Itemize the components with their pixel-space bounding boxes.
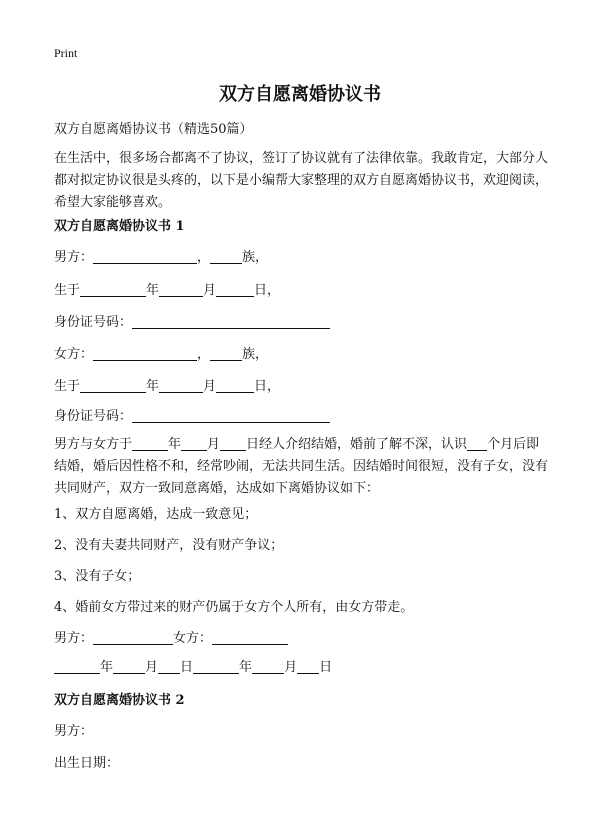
female-sign-label: 女方： xyxy=(173,631,213,646)
female-sign-blank xyxy=(212,630,288,645)
born-label: 生于 xyxy=(54,379,81,394)
para-text: 月 xyxy=(207,437,221,452)
female-label: 女方： xyxy=(54,347,94,362)
signature-line xyxy=(54,628,550,650)
female-id-line xyxy=(54,406,550,428)
day-label: 日 xyxy=(319,660,333,675)
day-label: 日 xyxy=(180,660,194,675)
date-line xyxy=(54,657,550,679)
male-sign-label: 男方： xyxy=(54,631,94,646)
female-name-blank xyxy=(93,346,197,361)
ethnic-label: 族， xyxy=(242,250,269,265)
male-label: 男方： xyxy=(54,250,94,265)
months-blank xyxy=(467,436,487,451)
agreement-item-4: 4、婚前女方带过来的财产仍属于女方个人所有，由女方带走。 xyxy=(54,600,414,615)
birth-month-blank xyxy=(159,282,203,297)
section-2-birth-line: 出生日期： xyxy=(54,756,120,771)
male-id-blank xyxy=(132,314,330,329)
marriage-paragraph xyxy=(54,434,550,500)
male-sign-blank xyxy=(93,630,173,645)
agreement-item-2: 2、没有夫妻共同财产，没有财产争议； xyxy=(54,538,284,553)
male-id-line xyxy=(54,312,550,334)
female-id-blank xyxy=(132,408,330,423)
birth-year-blank xyxy=(80,378,146,393)
year-label: 年 xyxy=(146,379,160,394)
section-1-heading: 双方自愿离婚协议书 1 xyxy=(54,219,185,234)
para-text: 日经人介绍结婚，婚前了解不深，认识 xyxy=(246,437,468,452)
year-label: 年 xyxy=(100,660,114,675)
male-ethnic-blank xyxy=(210,249,242,264)
section-2-heading: 双方自愿离婚协议书 2 xyxy=(54,693,185,708)
birth-day-blank xyxy=(216,282,254,297)
ethnic-label: 族， xyxy=(242,347,269,362)
date-day-blank xyxy=(297,659,319,674)
para-text: 个月后即结婚，婚后因性格不和，经常吵闹，无法共同生活。因结婚时间很短，没有子女，没有共同财产，双方一致同意离婚，达成如下离婚协议如下： xyxy=(54,437,549,496)
month-label: 月 xyxy=(203,283,217,298)
month-label: 月 xyxy=(145,660,159,675)
birth-year-blank xyxy=(80,282,146,297)
day-label: 日， xyxy=(254,283,281,298)
month-label: 月 xyxy=(284,660,298,675)
section-2-male-line: 男方： xyxy=(54,724,94,739)
date-month-blank xyxy=(113,659,145,674)
agreement-item-1: 1、双方自愿离婚，达成一致意见； xyxy=(54,507,258,522)
marriage-year-blank xyxy=(132,436,168,451)
print-link[interactable]: Print xyxy=(54,46,78,60)
date-month-blank xyxy=(252,659,284,674)
document-title: 双方自愿离婚协议书 xyxy=(219,84,381,105)
born-label: 生于 xyxy=(54,283,81,298)
date-day-blank xyxy=(158,659,180,674)
female-birth-line xyxy=(54,376,550,398)
female-line: 女方： ， 族， xyxy=(54,347,269,362)
day-label: 日， xyxy=(254,379,281,394)
marriage-day-blank xyxy=(220,436,246,451)
id-label: 身份证号码： xyxy=(54,315,133,330)
date-year-blank xyxy=(193,659,239,674)
birth-month-blank xyxy=(159,378,203,393)
birth-day-blank xyxy=(216,378,254,393)
year-label: 年 xyxy=(239,660,253,675)
male-line: 男方： ， 族， xyxy=(54,250,269,265)
male-birth-line xyxy=(54,280,550,302)
date-year-blank xyxy=(54,659,100,674)
para-text: 男方与女方于 xyxy=(54,437,133,452)
marriage-month-blank xyxy=(181,436,207,451)
agreement-item-3: 3、没有子女； xyxy=(54,569,141,584)
month-label: 月 xyxy=(203,379,217,394)
id-label: 身份证号码： xyxy=(54,409,133,424)
year-label: 年 xyxy=(146,283,160,298)
intro-paragraph: 在生活中，很多场合都离不了协议，签订了协议就有了法律依靠。我敢肯定，大部分人都对拟定协议很是头疼的，以下是小编帮大家整理的双方自愿离婚协议书，欢迎阅读，希望大家能够喜欢。 xyxy=(54,151,549,210)
female-ethnic-blank xyxy=(210,346,242,361)
male-name-blank xyxy=(93,249,197,264)
para-text: 年 xyxy=(168,437,182,452)
document-subtitle: 双方自愿离婚协议书（精选50篇） xyxy=(54,122,253,137)
